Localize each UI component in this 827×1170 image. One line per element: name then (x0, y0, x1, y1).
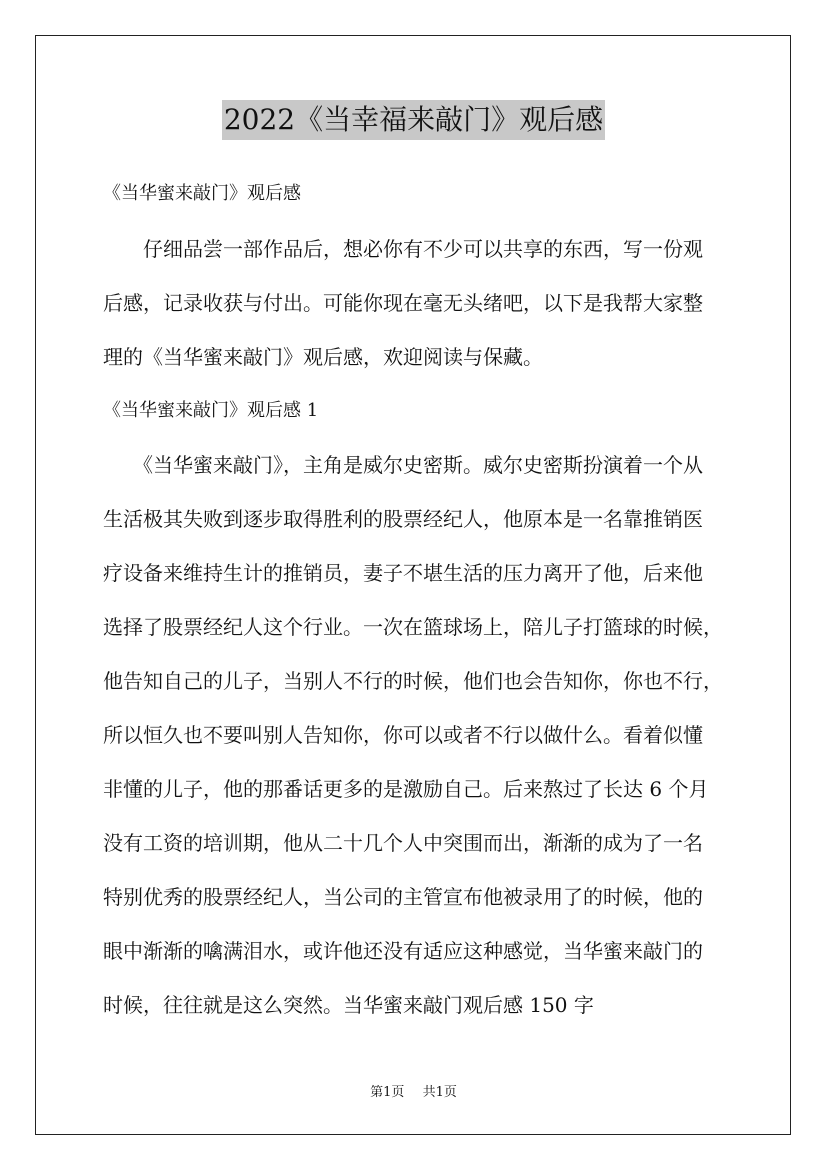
body-line: 眼中渐渐的噙满泪水，或许他还没有适应这种感觉，当华蜜来敲门的 (103, 939, 703, 963)
body-line: 没有工资的培训期，他从二十几个人中突围而出，渐渐的成为了一名 (103, 831, 703, 855)
document-title: 2022《当幸福来敲门》观后感 (222, 100, 605, 140)
body-line: 所以恒久也不要叫别人告知你，你可以或者不行以做什么。看着似懂 (103, 723, 703, 747)
body-line: 《当华蜜来敲门》，主角是威尔史密斯。威尔史密斯扮演着一个从 (103, 453, 703, 477)
body-line: 特别优秀的股票经纪人，当公司的主管宣布他被录用了的时候，他的 (103, 885, 703, 909)
body-line: 选择了股票经纪人这个行业。一次在篮球场上，陪儿子打篮球的时候， (103, 615, 723, 639)
intro-line: 后感，记录收获与付出。可能你现在毫无头绪吧，以下是我帮大家整 (103, 291, 703, 315)
subtitle: 《当华蜜来敲门》观后感 (103, 183, 301, 204)
page-footer (0, 1084, 827, 1102)
body-line: 他告知自己的儿子，当别人不行的时候，他们也会告知你，你也不行， (103, 669, 723, 693)
intro-line: 理的《当华蜜来敲门》观后感，欢迎阅读与保藏。 (103, 345, 543, 369)
page-total: 共1页 (422, 1085, 457, 1100)
section-heading: 《当华蜜来敲门》观后感 1 (103, 400, 319, 421)
body-line: 生活极其失败到逐步取得胜利的股票经纪人，他原本是一名靠推销医 (103, 507, 703, 531)
body-line: 疗设备来维持生计的推销员，妻子不堪生活的压力离开了他，后来他 (103, 561, 703, 585)
body-line: 非懂的儿子，他的那番话更多的是激励自己。后来熬过了长达 6 个月 (103, 777, 709, 801)
page-number: 第1页 (370, 1085, 405, 1100)
intro-line: 仔细品尝一部作品后，想必你有不少可以共享的东西，写一份观 (103, 237, 703, 261)
body-line: 时候，往往就是这么突然。当华蜜来敲门观后感 150 字 (103, 993, 594, 1017)
title-container (0, 100, 827, 140)
